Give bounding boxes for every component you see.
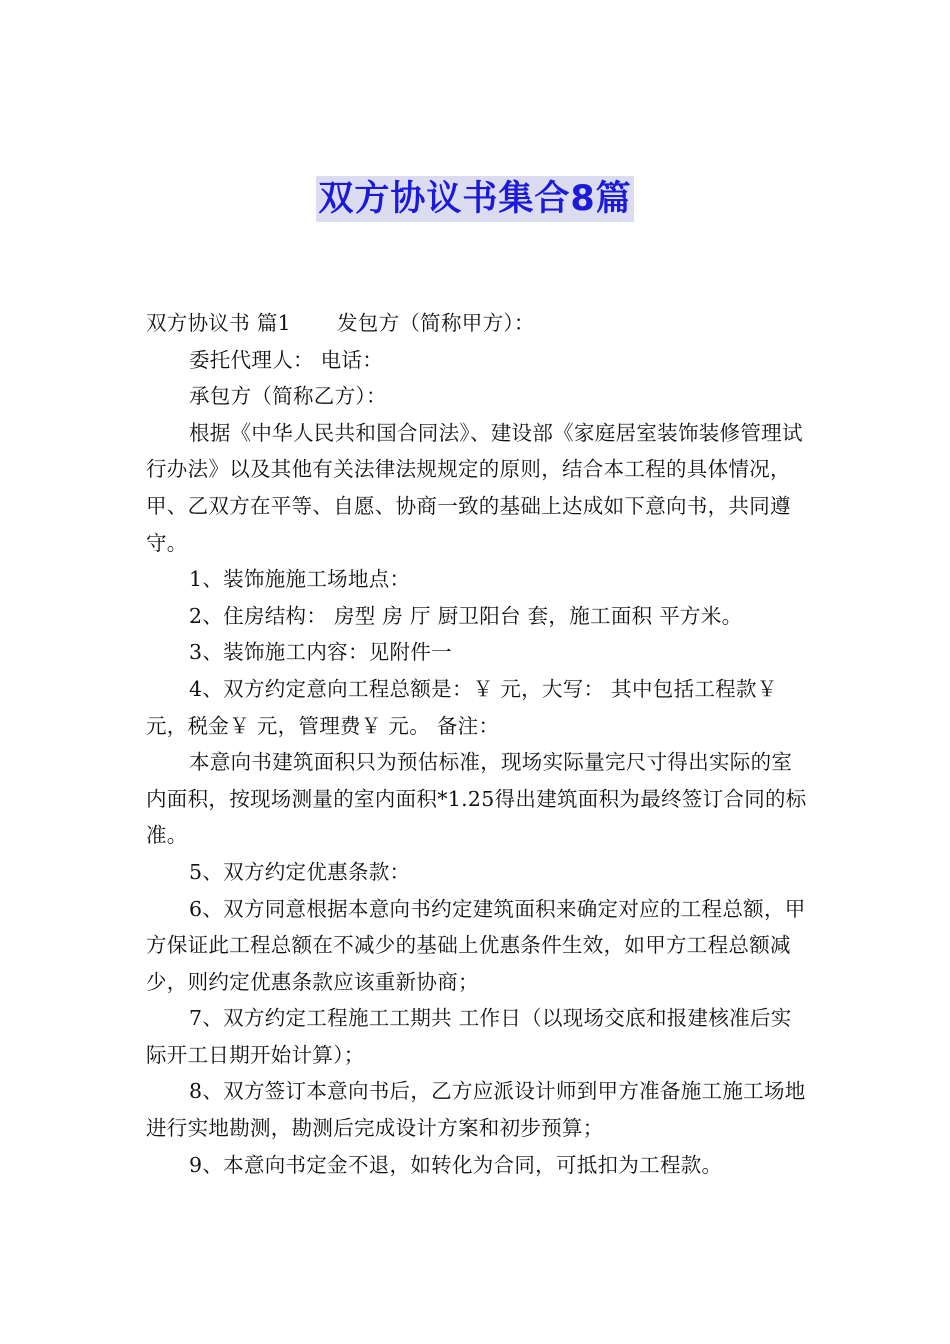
clause-1: 1、装饰施施工场地点： — [189, 567, 411, 592]
clause-9: 9、本意向书定金不退，如转化为合同，可抵扣为工程款。 — [189, 1152, 723, 1177]
party-a-line: 发包方（简称甲方）： — [336, 311, 535, 335]
agent-line: 委托代理人： 电话： — [189, 347, 384, 372]
preamble-paragraph: 根据《中华人民共和国合同法》、建设部《家庭居室装饰装修管理试行办法》以及其他有关法律法规规定的原则，结合本工程的具体情况，甲、乙双方在平等、自愿、协商一致的基础上达成如下意向书，共同遵守。 — [146, 420, 803, 555]
party-b-line: 承包方（简称乙方）： — [189, 384, 387, 409]
section-heading: 双方协议书 篇1 — [146, 311, 291, 335]
clause-3: 3、装饰施工内容：见附件一 — [189, 640, 452, 665]
clause-8: 8、双方签订本意向书后，乙方应派设计师到甲方准备施工施工场地进行实地勘测，勘测后完成设计方案和初步预算； — [146, 1079, 806, 1141]
clause-7: 7、双方约定工程施工工期共 工作日（以现场交底和报建核准后实际开工日期开始计算）； — [146, 1006, 792, 1067]
document-body — [146, 305, 810, 1183]
remark-paragraph: 本意向书建筑面积只为预估标准，现场实际量完尺寸得出实际的室内面积，按现场测量的室内面积*1.25得出建筑面积为最终签订合同的标准。 — [146, 750, 807, 848]
clause-6: 6、双方同意根据本意向书约定建筑面积来确定对应的工程总额，甲方保证此工程总额在不减少的基础上优惠条件生效，如甲方工程总额减少，则约定优惠条款应该重新协商； — [146, 896, 806, 994]
clause-4: 4、双方约定意向工程总额是：￥ 元，大写： 其中包括工程款￥ 元，税金￥ 元，管理费￥ 元。 备注： — [146, 676, 778, 738]
clause-2: 2、住房结构： 房型 房 厅 厨卫阳台 套，施工面积 平方米。 — [189, 603, 743, 628]
clause-5: 5、双方约定优惠条款： — [189, 859, 411, 884]
document-title: 双方协议书集合8篇 — [316, 176, 633, 222]
title-container — [0, 176, 950, 222]
first-line — [146, 305, 810, 342]
